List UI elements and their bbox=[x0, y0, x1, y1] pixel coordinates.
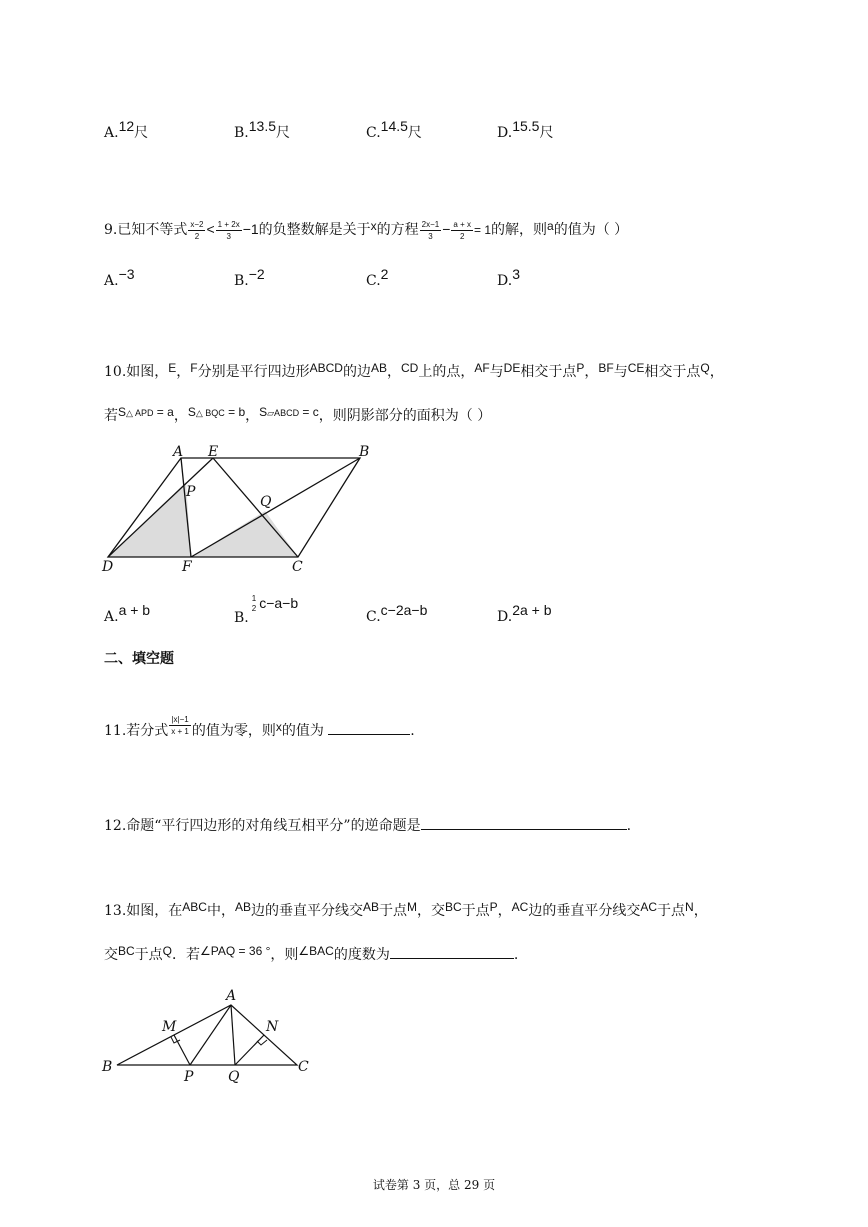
q8-option-a: A.12尺 bbox=[104, 118, 149, 141]
q9-option-b: B.−2 bbox=[234, 266, 265, 289]
triangle-abc bbox=[117, 1005, 297, 1065]
parallelogram-figure bbox=[98, 440, 388, 580]
shaded-triangle-fqc bbox=[191, 511, 298, 557]
question-13-line-1: 13.如图，在ABC中，AB边的垂直平分线交AB于点M，交BC于点P，AC边的垂直平分线交AC于点N， bbox=[104, 900, 708, 919]
label-n: N bbox=[266, 1019, 279, 1035]
fraction: $\frac{x-2}{2}$ bbox=[190, 219, 204, 241]
label-b: B bbox=[359, 444, 370, 460]
fraction: $\frac{|x|-1}{x + 1}$ bbox=[171, 714, 189, 736]
question-10-line-2: 若$S^{\triangle APD} = a$，$S^{\triangle BQC} = b$，$S^{▱ABCD} = c$，则阴影部分的面积为（ ） bbox=[104, 405, 492, 424]
label-a: A bbox=[173, 444, 184, 460]
segment-aq bbox=[231, 1005, 235, 1065]
label-c: C bbox=[292, 559, 303, 575]
fraction: $\frac{a + x}{2}$ bbox=[453, 219, 471, 241]
fraction: $\frac{2x-1}{3}$ bbox=[421, 219, 440, 241]
q10-option-c: C.c−2a−b bbox=[366, 602, 428, 625]
label-m: M bbox=[162, 1019, 177, 1035]
label-a: A bbox=[226, 988, 237, 1004]
segment-mp bbox=[174, 1035, 190, 1065]
q9-option-d: D.3 bbox=[497, 266, 520, 289]
q9-option-c: C.2 bbox=[366, 266, 389, 289]
segment-nq bbox=[235, 1035, 264, 1065]
page-footer: 试卷第 3 页，总 29 页 bbox=[372, 1178, 496, 1192]
question-9: 9.已知不等式 $\frac{x-2}{2}$ < $\frac{1 + 2x}{3}$ −1的负整数解是关于x的方程 $\frac{2x-1}{3}$ − $\frac{a + x}{2}$ = 1的解，则a的值为（ ） bbox=[104, 219, 629, 241]
label-q: Q bbox=[260, 494, 272, 510]
question-13-line-2: 交BC于点Q．若∠PAQ = 36 °，则∠BAC的度数为 . bbox=[104, 944, 519, 963]
label-e: E bbox=[208, 444, 219, 460]
q10-option-d: D.2a + b bbox=[497, 602, 552, 625]
label-c: C bbox=[298, 1059, 309, 1075]
question-11: 11.若分式 $\frac{|x|-1}{x + 1}$ 的值为零，则x的值为 . bbox=[104, 714, 415, 739]
q8-option-b: B.13.5尺 bbox=[234, 118, 290, 141]
question-10-line-1: 10.如图，E，F分别是平行四边形ABCD的边AB，CD上的点，AF与DE相交于点P，BF与CE相交于点Q， bbox=[104, 361, 724, 380]
q9-option-a: A.−3 bbox=[104, 266, 135, 289]
question-12: 12.命题“平行四边形的对角线互相平分”的逆命题是 . bbox=[104, 815, 631, 835]
label-p: P bbox=[184, 1069, 194, 1085]
label-f: F bbox=[182, 559, 192, 575]
label-q: Q bbox=[228, 1069, 240, 1085]
segment-ap bbox=[190, 1005, 231, 1065]
q8-option-d: D.15.5尺 bbox=[497, 118, 554, 141]
answer-blank[interactable] bbox=[328, 720, 410, 735]
section-heading-fill-in: 二、填空题 bbox=[104, 651, 174, 667]
q10-option-b: B. 1 2 c−a−b bbox=[234, 594, 299, 626]
label-p: P bbox=[186, 484, 196, 500]
fraction-half: 1 2 bbox=[251, 594, 257, 613]
answer-blank[interactable] bbox=[390, 944, 514, 959]
label-d: D bbox=[102, 559, 114, 575]
answer-blank[interactable] bbox=[421, 815, 627, 830]
q8-option-c: C.14.5尺 bbox=[366, 118, 422, 141]
label-b: B bbox=[102, 1059, 113, 1075]
triangle-figure bbox=[98, 982, 328, 1092]
q10-option-a: A.a + b bbox=[104, 602, 151, 625]
fraction: $\frac{1 + 2x}{3}$ bbox=[217, 219, 240, 241]
